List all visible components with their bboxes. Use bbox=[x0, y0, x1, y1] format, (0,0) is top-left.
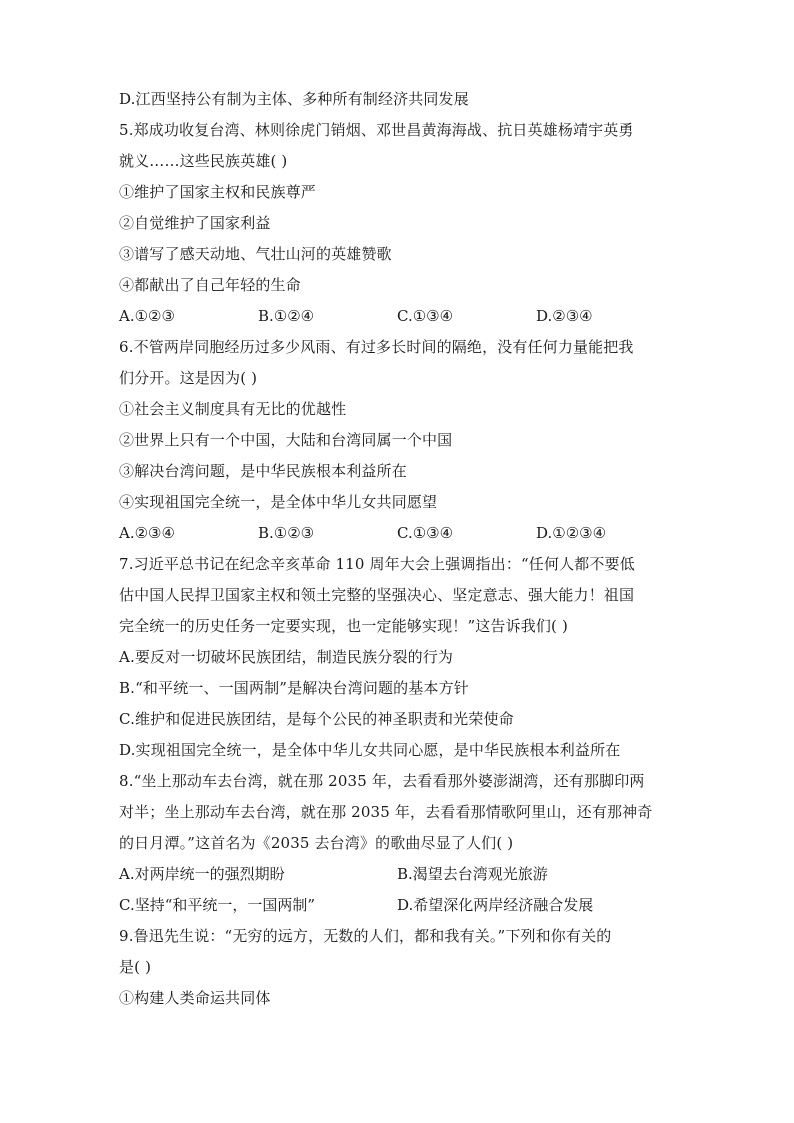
q8-stem-line-2: 对半；坐上那动车去台湾，就在那 2035 年，去看看那情歌阿里山，还有那神奇 bbox=[119, 803, 653, 821]
q8-option-c: C.坚持“和平统一，一国两制” bbox=[119, 896, 316, 914]
q5-options bbox=[119, 301, 679, 332]
q7-option-d: D.实现祖国完全统一，是全体中华儿女共同心愿，是中华民族根本利益所在 bbox=[119, 741, 621, 759]
q7-option-a: A.要反对一切破坏民族团结，制造民族分裂的行为 bbox=[119, 648, 454, 666]
q8-options-row-1 bbox=[119, 859, 679, 890]
q6-option-a: A.②③④ bbox=[119, 524, 175, 542]
q8-option-b: B.渴望去台湾观光旅游 bbox=[397, 865, 548, 883]
q8-option-d: D.希望深化两岸经济融合发展 bbox=[397, 896, 594, 914]
q7-stem-line-3: 完全统一的历史任务一定要实现，也一定能够实现！”这告诉我们( ) bbox=[119, 617, 568, 635]
question-8 bbox=[119, 766, 679, 921]
q6-item-3: ③解决台湾问题，是中华民族根本利益所在 bbox=[119, 462, 407, 480]
q6-option-d: D.①②③④ bbox=[536, 524, 607, 542]
q5-option-c: C.①③④ bbox=[397, 307, 454, 325]
q9-stem-line-2: 是( ) bbox=[119, 958, 152, 976]
q8-option-a: A.对两岸统一的强烈期盼 bbox=[119, 865, 285, 883]
question-9 bbox=[119, 921, 679, 1014]
q6-option-c: C.①③④ bbox=[397, 524, 454, 542]
q6-stem-line-1: 6.不管两岸同胞经历过多少风雨、有过多长时间的隔绝，没有任何力量能把我 bbox=[119, 338, 634, 356]
q7-option-c: C.维护和促进民族团结，是每个公民的神圣职责和光荣使命 bbox=[119, 710, 514, 728]
q6-option-b: B.①②③ bbox=[258, 524, 315, 542]
q9-item-1: ①构建人类命运共同体 bbox=[119, 989, 271, 1007]
q4-option-d: D.江西坚持公有制为主体、多种所有制经济共同发展 bbox=[119, 90, 469, 108]
q7-option-b: B.“和平统一、一国两制”是解决台湾问题的基本方针 bbox=[119, 679, 469, 697]
question-5 bbox=[119, 115, 679, 332]
q6-stem-line-2: 们分开。这是因为( ) bbox=[119, 369, 258, 387]
q5-item-2: ②自觉维护了国家利益 bbox=[119, 214, 271, 232]
question-6 bbox=[119, 332, 679, 549]
q7-stem-line-2: 估中国人民捍卫国家主权和领土完整的坚强决心、坚定意志、强大能力！祖国 bbox=[119, 586, 635, 604]
question-7 bbox=[119, 549, 679, 766]
q5-stem-line-1: 5.郑成功收复台湾、林则徐虎门销烟、邓世昌黄海海战、抗日英雄杨靖宇英勇 bbox=[119, 121, 634, 139]
q8-stem-line-1: 8.“坐上那动车去台湾，就在那 2035 年，去看看那外婆澎湖湾，还有那脚印两 bbox=[119, 772, 645, 790]
q8-stem-line-3: 的日月潭。”这首名为《2035 去台湾》的歌曲尽显了人们( ) bbox=[119, 834, 514, 852]
q7-stem-line-1: 7.习近平总书记在纪念辛亥革命 110 周年大会上强调指出：“任何人都不要低 bbox=[119, 555, 635, 573]
q6-item-2: ②世界上只有一个中国，大陆和台湾同属一个中国 bbox=[119, 431, 453, 449]
q6-options bbox=[119, 518, 679, 549]
q8-options-row-2 bbox=[119, 890, 679, 921]
exam-content bbox=[119, 84, 679, 1014]
q6-item-4: ④实现祖国完全统一，是全体中华儿女共同愿望 bbox=[119, 493, 438, 511]
q5-option-b: B.①②④ bbox=[258, 307, 315, 325]
q5-item-4: ④都献出了自己年轻的生命 bbox=[119, 276, 301, 294]
q5-option-d: D.②③④ bbox=[536, 307, 593, 325]
q5-option-a: A.①②③ bbox=[119, 307, 175, 325]
q5-item-1: ①维护了国家主权和民族尊严 bbox=[119, 183, 316, 201]
q9-stem-line-1: 9.鲁迅先生说：“无穷的远方，无数的人们，都和我有关。”下列和你有关的 bbox=[119, 927, 612, 945]
q6-item-1: ①社会主义制度具有无比的优越性 bbox=[119, 400, 347, 418]
q5-stem-line-2: 就义……这些民族英雄( ) bbox=[119, 152, 288, 170]
q5-item-3: ③谱写了感天动地、气壮山河的英雄赞歌 bbox=[119, 245, 392, 263]
